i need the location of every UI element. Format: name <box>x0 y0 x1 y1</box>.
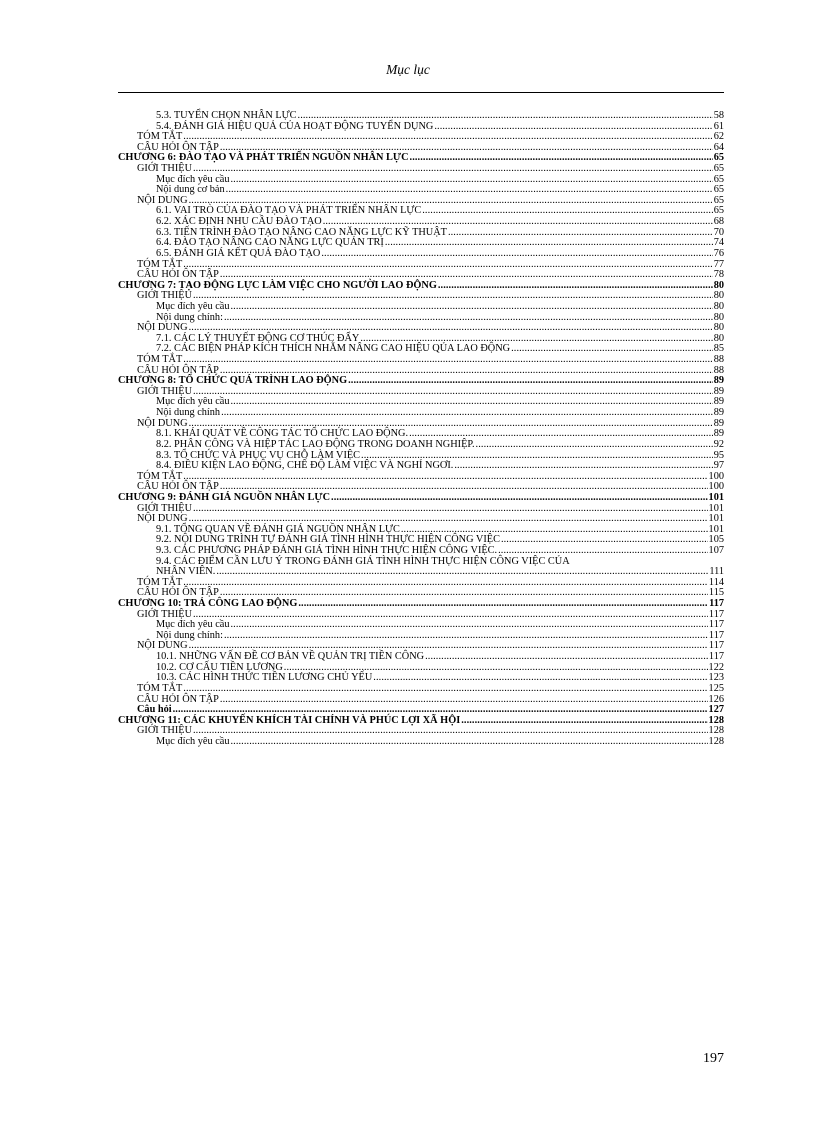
page-header-title: Mục lục <box>386 62 430 77</box>
toc-entry-title: 9.3. CÁC PHƯƠNG PHÁP ĐÁNH GIÁ TÌNH HÌNH THỰC HIỆN CÔNG VIỆC. <box>156 544 498 556</box>
toc-entry-page: 128 <box>708 735 724 747</box>
toc-entry[interactable] <box>118 567 724 578</box>
toc-entry-page: 88 <box>713 354 724 366</box>
toc-entry-page: 70 <box>713 226 724 238</box>
toc-entry-page: 61 <box>713 120 724 132</box>
toc-dot-leader <box>230 620 707 631</box>
toc-entry-title: 9.1. TỔNG QUAN VỀ ĐÁNH GIÁ NGUỒN NHÂN LỰC <box>156 523 400 535</box>
header-divider <box>118 92 724 93</box>
toc-dot-leader <box>216 567 708 578</box>
toc-entry-title: 9.4. CÁC ĐIỂM CẦN LƯU Ý TRONG ĐÁNH GIÁ TÌNH HÌNH THỰC HIỆN CÔNG VIỆC CỦA <box>156 555 570 567</box>
toc-entry-title: 6.5. ĐÁNH GIÁ KẾT QUẢ ĐÀO TẠO <box>156 247 321 259</box>
toc-dot-leader <box>331 493 708 504</box>
toc-entry-page: 74 <box>713 237 724 249</box>
toc-entry-page: 88 <box>713 364 724 376</box>
toc-entry-page: 117 <box>708 619 724 631</box>
toc-entry-page: 80 <box>713 332 724 344</box>
toc-entry-page: 100 <box>708 481 724 493</box>
toc-entry-title: TÓM TẮT <box>137 258 183 270</box>
toc-entry-page: 111 <box>709 566 724 578</box>
toc-entry-page: 115 <box>708 587 724 599</box>
toc-dot-leader <box>193 610 708 621</box>
toc-dot-leader <box>230 737 707 748</box>
toc-entry[interactable] <box>118 504 724 515</box>
toc-entry-title: TÓM TẮT <box>137 131 183 143</box>
toc-entry-title: 8.2. PHÂN CÔNG VÀ HIỆP TÁC LAO ĐỘNG TRONG DOANH NGHIỆP. <box>156 438 475 450</box>
toc-entry[interactable] <box>118 546 724 557</box>
toc-entry-page: 89 <box>713 428 724 440</box>
toc-dot-leader <box>501 535 708 546</box>
toc-entry-page: 65 <box>713 163 724 175</box>
toc-entry-title: CHƯƠNG 8: TỔ CHỨC QUÁ TRÌNH LAO ĐỘNG <box>118 375 348 387</box>
toc-dot-leader <box>321 249 712 260</box>
toc-entry-page: 89 <box>713 375 724 387</box>
toc-entry-title: CÂU HỎI ÔN TẬP <box>137 364 219 376</box>
toc-entry-title: 5.4. ĐÁNH GIÁ HIỆU QUẢ CỦA HOẠT ĐỘNG TUYỂN DỤNG <box>156 120 434 132</box>
toc-entry-page: 85 <box>713 343 724 355</box>
toc-entry-title: GIỚI THIỆU <box>137 502 192 514</box>
toc-entry-title: CHƯƠNG 11: CÁC KHUYẾN KHÍCH TÀI CHÍNH VÀ PHÚC LỢI XÃ HỘI <box>118 714 461 726</box>
toc-entry[interactable] <box>118 344 724 355</box>
toc-entry-page: 101 <box>708 523 724 535</box>
toc-entry[interactable] <box>118 302 724 313</box>
toc-entry-page: 97 <box>713 460 724 472</box>
toc-dot-leader <box>224 631 708 642</box>
toc-entry-title: NỘI DUNG <box>137 513 188 525</box>
toc-entry-page: 105 <box>708 534 724 546</box>
toc-entry-page: 64 <box>713 141 724 153</box>
toc-dot-leader <box>193 504 708 515</box>
toc-dot-leader <box>183 578 708 589</box>
toc-entry[interactable] <box>118 408 724 419</box>
toc-entry-title: NỘI DUNG <box>137 194 188 206</box>
toc-entry-page: 80 <box>713 300 724 312</box>
toc-entry-title: 6.2. XÁC ĐỊNH NHU CẦU ĐÀO TẠO <box>156 216 322 228</box>
toc-entry-title: Nội dung cơ bản <box>156 184 225 196</box>
toc-entry-page: 89 <box>713 396 724 408</box>
toc-entry-title: Nội dung chính <box>156 407 221 419</box>
toc-entry-title: CHƯƠNG 6: ĐÀO TẠO VÀ PHÁT TRIỂN NGUỒN NHÂN LỰC <box>118 152 409 164</box>
toc-entry-page: 125 <box>708 682 724 694</box>
toc-dot-leader <box>183 472 707 483</box>
toc-entry-page: 58 <box>713 110 724 121</box>
toc-entry-title: GIỚI THIỆU <box>137 163 192 175</box>
toc-entry-page: 78 <box>713 269 724 281</box>
toc-entry[interactable] <box>118 461 724 472</box>
toc-entry-page: 128 <box>708 714 724 726</box>
toc-entry-page: 65 <box>713 194 724 206</box>
toc-entry-page: 65 <box>713 184 724 196</box>
toc-dot-leader <box>193 164 713 175</box>
toc-entry-title: CÂU HỎI ÔN TẬP <box>137 587 219 599</box>
toc-entry-title: 10.2. CƠ CẤU TIỀN LƯƠNG <box>156 661 283 673</box>
toc-entry[interactable] <box>118 249 724 260</box>
toc-entry-title: 6.4. ĐÀO TẠO NÂNG CAO NĂNG LỰC QUẢN TRỊ <box>156 237 384 249</box>
toc-entry-title: TÓM TẮT <box>137 682 183 694</box>
toc-entry-page: 100 <box>708 470 724 482</box>
toc-entry-page: 101 <box>708 502 724 514</box>
toc-entry-title: 7.1. CÁC LÝ THUYẾT ĐỘNG CƠ THÚC ĐẨY <box>156 332 360 344</box>
toc-dot-leader <box>438 281 713 292</box>
toc-dot-leader <box>183 355 712 366</box>
toc-entry[interactable] <box>118 599 724 610</box>
toc-dot-leader <box>422 206 712 217</box>
toc-entry-title: 7.2. CÁC BIỆN PHÁP KÍCH THÍCH NHẰM NÂNG CAO HIỆU QỦA LAO ĐỘNG <box>156 343 511 355</box>
toc-dot-leader <box>224 313 713 324</box>
toc-entry[interactable] <box>118 122 724 133</box>
toc-entry-title: Mục đích yêu cầu <box>156 300 230 312</box>
toc-dot-leader <box>385 238 713 249</box>
toc-dot-leader <box>183 260 712 271</box>
table-of-contents <box>118 111 724 748</box>
toc-entry-page: 80 <box>713 279 724 291</box>
toc-entry[interactable] <box>118 493 724 504</box>
toc-dot-leader <box>425 652 708 663</box>
toc-dot-leader <box>298 599 708 610</box>
toc-entry-title: Nội dung chính: <box>156 311 223 323</box>
toc-entry-page: 95 <box>713 449 724 461</box>
toc-entry-title: 5.3. TUYỂN CHỌN NHÂN LỰC <box>156 110 297 121</box>
toc-entry-page: 122 <box>708 661 724 673</box>
toc-entry[interactable] <box>118 313 724 324</box>
toc-entry-page: 92 <box>713 438 724 450</box>
toc-dot-leader <box>221 408 713 419</box>
toc-dot-leader <box>461 716 707 727</box>
toc-entry-title: 8.3. TỔ CHỨC VÀ PHỤC VỤ CHỖ LÀM VIỆC <box>156 449 361 461</box>
toc-dot-leader <box>193 291 713 302</box>
toc-entry[interactable] <box>118 153 724 164</box>
toc-dot-leader <box>226 185 713 196</box>
toc-entry-title: Mục đích yêu cầu <box>156 619 230 631</box>
toc-entry-page: 65 <box>713 173 724 185</box>
toc-entry-title: GIỚI THIỆU <box>137 725 192 737</box>
toc-entry-title: 8.4. ĐIỀU KIỆN LAO ĐỘNG, CHẾ ĐỘ LÀM VIỆC VÀ NGHỈ NGƠI. <box>156 460 454 472</box>
toc-entry-title: 6.3. TIẾN TRÌNH ĐÀO TẠO NÂNG CAO NĂNG LỰC KỸ THUẬT <box>156 226 447 238</box>
toc-entry-title: GIỚI THIỆU <box>137 608 192 620</box>
toc-entry-title: CHƯƠNG 9: ĐÁNH GIÁ NGUỒN NHÂN LỰC <box>118 491 331 503</box>
toc-entry-title: CÂU HỎI ÔN TẬP <box>137 481 219 493</box>
toc-entry-page: 117 <box>708 629 724 641</box>
toc-entry-title: TÓM TẮT <box>137 470 183 482</box>
toc-entry-title: NỘI DUNG <box>137 640 188 652</box>
toc-dot-leader <box>183 132 712 143</box>
toc-entry[interactable] <box>118 440 724 451</box>
toc-entry[interactable] <box>118 684 724 695</box>
toc-entry-title: CÂU HỎI ÔN TẬP <box>137 141 219 153</box>
toc-entry-title: GIỚI THIỆU <box>137 385 192 397</box>
toc-entry[interactable] <box>118 695 724 706</box>
toc-entry-page: 117 <box>708 651 724 663</box>
toc-entry-title: NHÂN VIÊN. <box>156 566 216 578</box>
toc-dot-leader <box>448 228 713 239</box>
toc-entry-page: 89 <box>713 385 724 397</box>
toc-entry-page: 107 <box>708 544 724 556</box>
toc-dot-leader <box>230 302 712 313</box>
toc-entry-title: Mục đích yêu cầu <box>156 735 230 747</box>
toc-entry-title: CHƯƠNG 10: TRẢ CÔNG LAO ĐỘNG <box>118 598 298 610</box>
toc-dot-leader <box>348 376 713 387</box>
toc-entry-page: 117 <box>709 598 724 610</box>
toc-entry[interactable] <box>118 716 724 727</box>
toc-entry-page: 80 <box>713 290 724 302</box>
toc-entry-page: 62 <box>713 131 724 143</box>
toc-dot-leader <box>230 175 712 186</box>
toc-entry-page: 89 <box>713 417 724 429</box>
page-number: 197 <box>703 1051 724 1066</box>
toc-entry-title: Câu hỏi <box>137 704 172 716</box>
toc-entry-title: CÂU HỎI ÔN TẬP <box>137 693 219 705</box>
toc-entry[interactable] <box>118 631 724 642</box>
toc-entry-title: NỘI DUNG <box>137 322 188 334</box>
toc-entry-page: 123 <box>708 672 724 684</box>
toc-entry-title: Mục đích yêu cầu <box>156 396 230 408</box>
toc-dot-leader <box>410 153 713 164</box>
toc-entry-page: 126 <box>708 693 724 705</box>
toc-entry[interactable] <box>118 673 724 684</box>
toc-dot-leader <box>511 344 713 355</box>
toc-entry-page: 77 <box>713 258 724 270</box>
toc-entry-page: 117 <box>708 640 724 652</box>
toc-dot-leader <box>183 684 707 695</box>
toc-entry[interactable] <box>118 185 724 196</box>
toc-entry-title: NỘI DUNG <box>137 417 188 429</box>
toc-dot-leader <box>373 673 707 684</box>
toc-entry-title: 6.1. VAI TRÒ CỦA ĐÀO TẠO VÀ PHÁT TRIỂN NHÂN LỰC <box>156 205 422 217</box>
toc-dot-leader <box>193 387 713 398</box>
toc-dot-leader <box>230 397 712 408</box>
toc-entry-title: TÓM TẮT <box>137 576 183 588</box>
toc-entry-title: GIỚI THIỆU <box>137 290 192 302</box>
toc-dot-leader <box>476 440 713 451</box>
toc-entry[interactable] <box>118 737 724 748</box>
toc-entry-page: 76 <box>713 247 724 259</box>
toc-entry-title: CHƯƠNG 7: TẠO ĐỘNG LỰC LÀM VIỆC CHO NGƯỜI LAO ĐỘNG <box>118 279 437 291</box>
toc-entry-title: Nội dung chính: <box>156 629 223 641</box>
toc-entry-title: CÂU HỎI ÔN TẬP <box>137 269 219 281</box>
toc-entry-page: 101 <box>708 513 724 525</box>
toc-dot-leader <box>434 122 712 133</box>
toc-entry-title: Mục đích yêu cầu <box>156 173 230 185</box>
toc-entry-page: 117 <box>708 608 724 620</box>
toc-entry-title: 10.1. NHỮNG VẤN ĐỀ CƠ BẢN VỀ QUẢN TRỊ TIỀN CÔNG <box>156 651 425 663</box>
toc-entry[interactable] <box>118 281 724 292</box>
toc-entry-page: 101 <box>708 491 724 503</box>
toc-dot-leader <box>454 461 712 472</box>
toc-dot-leader <box>220 695 708 706</box>
toc-entry-title: 10.3. CÁC HÌNH THỨC TIỀN LƯƠNG CHỦ YẾU <box>156 672 373 684</box>
toc-entry-page: 65 <box>713 205 724 217</box>
toc-entry-title: 9.2. NỘI DUNG TRÌNH TỰ ĐÁNH GIÁ TÌNH HÌNH THỰC HIỆN CÔNG VIỆC <box>156 534 500 546</box>
toc-entry-page: 80 <box>713 322 724 334</box>
toc-dot-leader <box>193 726 708 737</box>
toc-entry-title: 8.1. KHÁI QUÁT VỀ CÔNG TÁC TỔ CHỨC LAO ĐỘNG. <box>156 428 409 440</box>
toc-entry[interactable] <box>118 376 724 387</box>
toc-entry-page: 114 <box>708 576 724 588</box>
toc-entry-page: 89 <box>713 407 724 419</box>
toc-entry-page: 65 <box>713 152 724 164</box>
toc-entry-page: 128 <box>708 725 724 737</box>
toc-entry-title: TÓM TẮT <box>137 354 183 366</box>
toc-entry-page: 80 <box>713 311 724 323</box>
toc-entry-page: 127 <box>708 704 724 716</box>
toc-entry-page: 68 <box>713 216 724 228</box>
